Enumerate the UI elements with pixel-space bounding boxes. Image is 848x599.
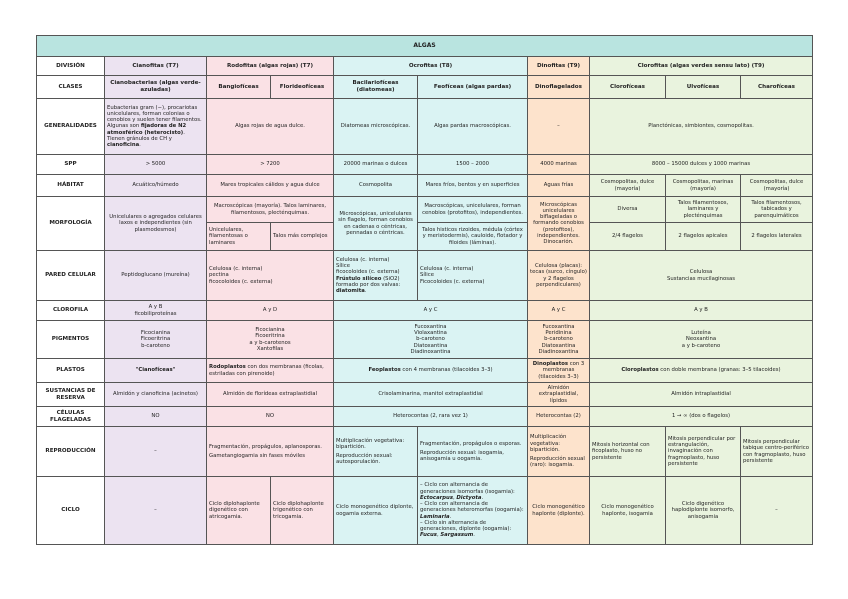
cic-ciano: – xyxy=(105,477,207,545)
rep-feo: Fragmentación, propágulos o esporas. Reproducción sexual: isogamia, anisogamia u oogamia. xyxy=(418,427,528,477)
par-cloro: Celulosa Sustancias mucilaginosas xyxy=(590,251,813,301)
spp-rodo: > 7200 xyxy=(207,155,334,175)
row-header-ciclo: CICLO xyxy=(37,477,105,545)
clo-cloro: A y B xyxy=(590,301,813,321)
hab-rodo: Mares tropicales cálidos y agua dulce xyxy=(207,175,334,197)
sus-ciano: Almidón y cianoficina (acinetos) xyxy=(105,383,207,407)
division-clorofitas: Clorofitas (algas verdes sensu lato) (T9) xyxy=(590,57,813,76)
pig-rodo: Ficocianina Ficoeritrina a y b-carotenos Xantofilas xyxy=(207,321,334,359)
spp-dino: 4000 marinas xyxy=(528,155,590,175)
rep-rodo: Fragmentación, propágulos, aplanosporas. Gametangiogamia sin fases móviles xyxy=(207,427,334,477)
cel-dino: Heterocontas (2) xyxy=(528,407,590,427)
rep-bac: Multiplicación vegetativa: bipartición. Reproducción sexual: autosporulación. xyxy=(334,427,418,477)
pla-dino: Dinoplastos con 3 membranas (tilacoides 3–3) xyxy=(528,359,590,383)
hab-dino: Aguas frías xyxy=(528,175,590,197)
mor-clorof-top: Diversa xyxy=(590,197,666,223)
class-ulvofíceas: Ulvofíceas xyxy=(666,76,741,99)
hab-ciano: Acuático/húmedo xyxy=(105,175,207,197)
algae-table-container xyxy=(36,35,812,545)
cel-cloro: 1 → ∞ (dos o flagelos) xyxy=(590,407,813,427)
mor-ulvo-bottom: 2 flagelos apicales xyxy=(666,223,741,251)
gen-rodo: Algas rojas de agua dulce. xyxy=(207,99,334,155)
class-bangiofíceas: Bangiofíceas xyxy=(207,76,271,99)
hab-clorof: Cosmopolitas, dulce (mayoría) xyxy=(590,175,666,197)
cic-bang: Ciclo diplohaplonte digenético con atricogamia. xyxy=(207,477,271,545)
mor-clorof-bottom: 2/4 flagelos xyxy=(590,223,666,251)
clo-rodo: A y D xyxy=(207,301,334,321)
spp-cloro: 8000 – 15000 dulces y 1000 marinas xyxy=(590,155,813,175)
row-header-pared-celular: PARED CELULAR xyxy=(37,251,105,301)
algae-table xyxy=(36,35,813,545)
row-header-morfologia: MORFOLOGÍA xyxy=(37,197,105,251)
row-header-spp: SPP xyxy=(37,155,105,175)
pig-ocro: Fucoxantina Violaxantina b-caroteno Diatoxantina Diadinoxantina xyxy=(334,321,528,359)
mor-ulvo-top: Talos filamentosos, laminares y plecténquimas xyxy=(666,197,741,223)
pla-ocro: Feoplastos con 4 membranas (tilacoides 3–3) xyxy=(334,359,528,383)
cic-flor: Ciclo diplohaplonte trigenético con tricogamia. xyxy=(271,477,334,545)
spp-bac: 20000 marinas o dulces xyxy=(334,155,418,175)
rep-ciano: – xyxy=(105,427,207,477)
rep-dino: Multiplicación vegetativa: bipartición. Reproducción sexual (raro): isogamia. xyxy=(528,427,590,477)
mor-caro-bottom: 2 flagelos laterales xyxy=(741,223,813,251)
gen-dino: – xyxy=(528,99,590,155)
cel-ocro: Heterocontas (2, rara vez 1) xyxy=(334,407,528,427)
pla-ciano: "Cianofíceas" xyxy=(105,359,207,383)
row-header-habitat: HÁBITAT xyxy=(37,175,105,197)
mor-dino: Microscópicas unicelulares biflageladas o formando cenobios (protofitos), independientes. Dinocarión. xyxy=(528,197,590,251)
row-header-clases: CLASES xyxy=(37,76,105,99)
gen-ciano: Eubacterias gram (−), procariotas unicelulares, forman colonias o cenobios y suelen tener filamentos. Algunas son fijadoras de N2 atmosférico (heterocisto). Tienen gránulos de CH y cianoficina. xyxy=(105,99,207,155)
sus-cloro: Almidón intraplastidial xyxy=(590,383,813,407)
par-dino: Celulosa (placas): tecas (surco, cíngulo) y 2 flagelos perpendiculares) xyxy=(528,251,590,301)
cic-dino: Ciclo monogenético haplonte (diplonte). xyxy=(528,477,590,545)
cic-feo: – Ciclo con alternancia de generaciones isomorfas (isogamia): Ectocarpus, Dictyota. – Ciclo con alternancia de generaciones heteromorfas (oogamia): Laminaria. – Ciclo sin alternancia de generaciones, diplonte (oogamia): Fucus, Sargassum. xyxy=(418,477,528,545)
sus-dino: Almidón extraplastidial, lípidos xyxy=(528,383,590,407)
sus-ocro: Crisolaminarina, manitol extraplastidial xyxy=(334,383,528,407)
gen-feo: Algas pardas macroscópicas. xyxy=(418,99,528,155)
mor-flor: Talos más complejos xyxy=(271,223,334,251)
pla-cloro: Cloroplastos con doble membrana (granas: 3–5 tilacoides) xyxy=(590,359,813,383)
cic-bac: Ciclo monogenético diplonte, oogamia externa. xyxy=(334,477,418,545)
class-charofíceas: Charofíceas xyxy=(741,76,813,99)
row-header-pigmentos: PIGMENTOS xyxy=(37,321,105,359)
row-header-sustancias: SUSTANCIAS DE RESERVA xyxy=(37,383,105,407)
cic-clorof: Ciclo monogenético haplonte, isogamia xyxy=(590,477,666,545)
row-header-plastos: PLASTOS xyxy=(37,359,105,383)
pla-rodo: Rodoplastos con dos membranas (ficolas, estriladas con pirenoide) xyxy=(207,359,334,383)
class-bacilariofíceas: Bacilariofíceas (diatomeas) xyxy=(334,76,418,99)
row-header-celulas: CÉLULAS FLAGELADAS xyxy=(37,407,105,427)
clo-ciano: A y B ficobiliproteínas xyxy=(105,301,207,321)
hab-feo: Mares fríos, bentos y en superficies xyxy=(418,175,528,197)
clo-ocro: A y C xyxy=(334,301,528,321)
class-florideofíceas: Florideofíceas xyxy=(271,76,334,99)
mor-feo-bottom: Talos histicos rizoides, médula (córtex y meristodermis), cauloide, flotador y filoides (láminas). xyxy=(418,223,528,251)
gen-bac: Diatomeas microscópicas. xyxy=(334,99,418,155)
mor-caro-top: Talos filamentosos, tabicados y parenquimáticos xyxy=(741,197,813,223)
class-feofíceas: Feofíceas (algas pardas) xyxy=(418,76,528,99)
cel-ciano: NO xyxy=(105,407,207,427)
cel-rodo: NO xyxy=(207,407,334,427)
par-feo: Celulosa (c. interna) Sílice Ficocoloides (c. externa) xyxy=(418,251,528,301)
gen-cloro: Planctónicas, simbiontes, cosmopolitas. xyxy=(590,99,813,155)
pig-dino: Fucoxantina Peridinina b-caroteno Diatoxantina Diadinoxantina xyxy=(528,321,590,359)
division-dinofitas: Dinofitas (T9) xyxy=(528,57,590,76)
cic-caro: – xyxy=(741,477,813,545)
division-ocrofitas: Ocrofitas (T8) xyxy=(334,57,528,76)
row-header-reproduccion: REPRODUCCIÓN xyxy=(37,427,105,477)
division-cianofitas: Cianofitas (T7) xyxy=(105,57,207,76)
rep-ulvo: Mitosis perpendicular por estrangulación, invaginación con fragmoplasto, huso persistente xyxy=(666,427,741,477)
class-dinoflagelados: Dinoflagelados xyxy=(528,76,590,99)
mor-bac: Microscópicas, unicelulares sin flagelo, forman cenobios en cadenas o céntricas, pennadas o céntricas. xyxy=(334,197,418,251)
par-ciano: Peptidoglucano (mureína) xyxy=(105,251,207,301)
spp-feo: 1500 – 2000 xyxy=(418,155,528,175)
pig-cloro: Luteína Neoxantina a y b-caroteno xyxy=(590,321,813,359)
rep-clorof: Mitosis horizontal con ficoplasto, huso no persistente xyxy=(590,427,666,477)
division-rodofitas: Rodofitas (algas rojas) (T7) xyxy=(207,57,334,76)
row-header-generalidades: GENERALIDADES xyxy=(37,99,105,155)
hab-caro: Cosmopolitas, dulce (mayoría) xyxy=(741,175,813,197)
row-header-division: DIVISIÓN xyxy=(37,57,105,76)
clo-dino: A y C xyxy=(528,301,590,321)
mor-feo-top: Macroscópicas, unicelulares, forman cenobios (protofitos), independientes. xyxy=(418,197,528,223)
hab-ulvo: Cosmopolitas, marinas (mayoría) xyxy=(666,175,741,197)
hab-bac: Cosmopolita xyxy=(334,175,418,197)
class-cianobacterias: Cianobacterias (algas verde-azuladas) xyxy=(105,76,207,99)
mor-rodo-top: Macroscópicas (mayoría). Talos laminares, filamentosos, plecténquimas. xyxy=(207,197,334,223)
par-bac: Celulosa (c. interna) Sílice ficocoloides (c. externa) Frústulo silíceo (SiO2) formado por dos valvas: diatomita. xyxy=(334,251,418,301)
mor-ciano: Unicelulares o agregados celulares laxos e independientes (sin plasmodesmos) xyxy=(105,197,207,251)
table-title: ALGAS xyxy=(37,36,813,57)
par-rodo: Celulosa (c. interna) pectina ficocoloides (c. externa) xyxy=(207,251,334,301)
cic-ulvo: Ciclo digenético haplodiplonte isomorfo, anisogamia xyxy=(666,477,741,545)
rep-caro: Mitosis perpendicular tabique centro-periférico con fragmoplasto, huso persistente xyxy=(741,427,813,477)
sus-rodo: Almidón de florídeas extraplastidial xyxy=(207,383,334,407)
row-header-clorofila: CLOROFILA xyxy=(37,301,105,321)
mor-bang: Unicelulares, filamentosas o laminares xyxy=(207,223,271,251)
class-clorofíceas: Clorofíceas xyxy=(590,76,666,99)
spp-ciano: > 5000 xyxy=(105,155,207,175)
pig-ciano: Ficocianina Ficoeritrina b-caroteno xyxy=(105,321,207,359)
